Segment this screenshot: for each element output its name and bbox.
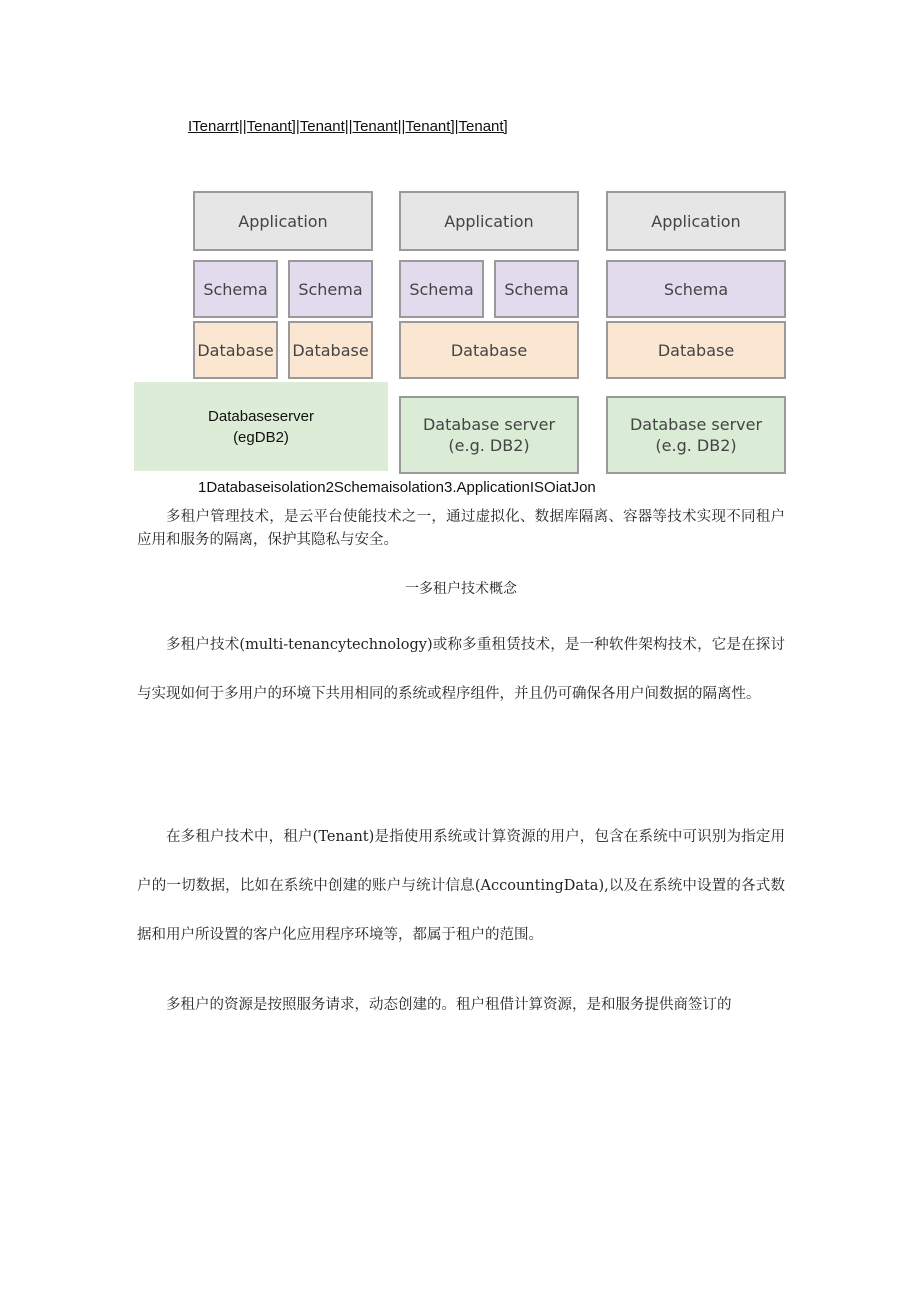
section-title: 一多租户技术概念 (405, 581, 517, 597)
intro-paragraph: 多租户管理技术，是云平台使能技术之一，通过虚拟化、数据库隔离、容器等技术实现不同租户应用和服务的隔离，保护其隐私与安全。 (137, 509, 785, 548)
column3-database: Database (606, 321, 786, 379)
column1-database-b: Database (288, 321, 373, 379)
column1-database-a: Database (193, 321, 278, 379)
column2-database-server (399, 396, 579, 474)
column2-application: Application (399, 191, 579, 251)
column3-server-line1: Database server (629, 415, 763, 434)
column1-schema-b: Schema (288, 260, 373, 318)
column2-schema-b: Schema (494, 260, 579, 318)
paragraph-tenant: 在多租户技术中，租户(Tenant)是指使用系统或计算资源的用户，包含在系统中可识别为指定用户的一切数据，比如在系统中创建的账户与统计信息(AccountingData),以及在系统中设置的各式数据和用户所设置的客户化应用程序环境等，都属于租户的范围。 (137, 829, 785, 943)
column1-schema-a: Schema (193, 260, 278, 318)
paragraph-resources: 多租户的资源是按照服务请求，动态创建的。租户租借计算资源，是和服务提供商签订的 (166, 997, 732, 1013)
column3-server-line2: (e.g. DB2) (655, 436, 737, 455)
column2-schema-a: Schema (399, 260, 484, 318)
tenants-line: ITenarrt||Tenant]|Tenant||Tenant||Tenant]|Tenant] (188, 118, 508, 135)
column3-application: Application (606, 191, 786, 251)
column1-server-line1: Databaseserver (208, 407, 314, 425)
column3-schema: Schema (606, 260, 786, 318)
column2-database: Database (399, 321, 579, 379)
column2-server-line2: (e.g. DB2) (448, 436, 530, 455)
column1-database-server (134, 382, 388, 471)
figure-caption: 1Databaseisolation2Schemaisolation3.ApplicationISOiatJon (198, 479, 596, 496)
column1-server-line2: (egDB2) (233, 428, 289, 446)
column3-database-server (606, 396, 786, 474)
column2-server-line1: Database server (422, 415, 556, 434)
column1-application: Application (193, 191, 373, 251)
paragraph-concept: 多租户技术(multi-tenancytechnology)或称多重租赁技术，是一种软件架构技术，它是在探讨与实现如何于多用户的环境下共用相同的系统或程序组件，并且仍可确保各用户间数据的隔离性。 (137, 637, 785, 702)
